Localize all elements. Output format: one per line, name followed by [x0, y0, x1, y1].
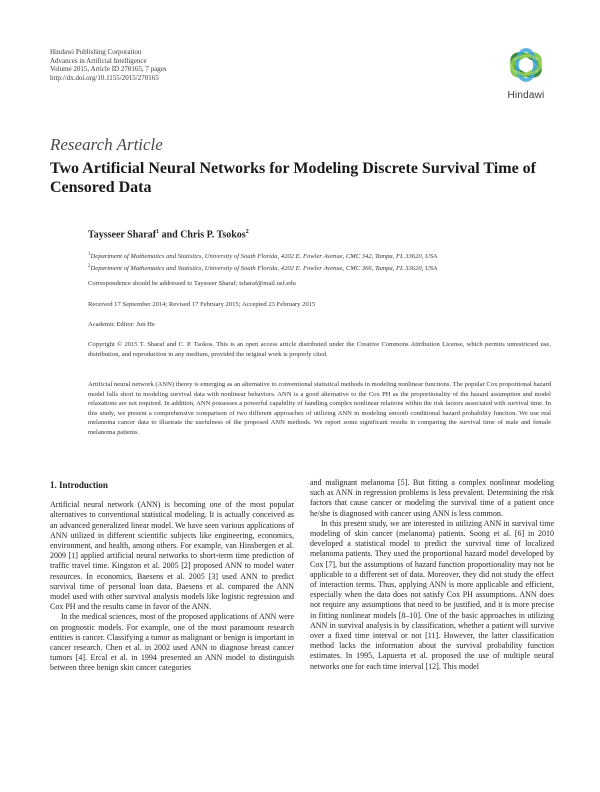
author-sup-1: 1 [156, 229, 160, 235]
header-line-doi[interactable]: http://dx.doi.org/10.1155/2015/270165 [50, 73, 159, 82]
hindawi-logo-text: Hindawi [507, 90, 545, 101]
left-column [50, 480, 294, 674]
article-type: Research Article [50, 135, 163, 154]
right-paragraph-2: In this present study, we are interested in utilizing ANN in survival time modeling of skin cancer (melanoma) patients. Soong et al. [6] in 2010 developed a statistical model to predict the survival time of localized melanoma patients. They used the proportional hazard model developed by Cox [7], but the assumptions of hazard function proportionality may not be applicable to a different set of data. Moreover, they did not study the effect of interaction terms. Thus, applying ANN is more applicable and efficient, especially when the data does not satisfy Cox PH assumptions. ANN does not require any assumptions that need to be justified, and it is more precise in fitting nonlinear models [8–10]. One of the basic approaches in utilizing ANN in survival analysis is by classification, whether a patient will survive over a fixed time interval or not [11]. However, the latter classification method lacks the information about the survival probability function estimates. In 1995, Lapuerta et al. proposed the use of multiple neural networks one for each time interval [12]. This model [310, 518, 554, 671]
affiliation-text-1: Department of Mathematics and Statistics, University of South Florida, 4202 E. Fowler Avenue, CMC 342, Tampa, FL 33620, USA [90, 253, 438, 261]
section-title-introduction: 1. Introduction [50, 480, 108, 490]
academic-editor: Academic Editor: Jun He [88, 321, 155, 328]
author-sup-2: 2 [245, 229, 249, 235]
abstract: Artificial neural network (ANN) theory is emerging as an alternative to conventional statistical methods in modeling nonlinear functions. The popular Cox proportional hazard model falls short in modeling survival data with nonlinear behaviors. ANN is a good alternative to the Cox PH as the proportionality of the hazard assumption and model relaxations are not required. In addition, ANN possesses a powerful capability of handling complex nonlinear relations within the risk factors associated with survival time. In this study, we present a comprehensive comparison of two different approaches of utilizing ANN in modeling smooth conditional hazard probability function. We use real melanoma cancer data to illustrate the usefulness of the proposed ANN methods. We report some significant results in comparing the survival time of male and female melanoma patients. [88, 381, 551, 436]
author-list [88, 229, 249, 240]
affiliation-2 [88, 262, 551, 274]
intro-paragraph-1: Artificial neural network (ANN) is becoming one of the most popular alternatives to conventional statistical modeling. It is actually conceived as an advanced generalized linear model. We have seen various applications of ANN utilized in different scientific subjects like engineering, economics, environment, and health, among others. For example, van Hinsbergen et al. 2009 [1] applied artificial neural networks to short-term time prediction of traffic travel time. Kingston et al. 2005 [2] proposed ANN to model water resources. In economics, Baesens et al. 2005 [3] used ANN to predict survival time of personal loan data. Baesens et al. compared the ANN model used with other survival analysis models like logistic regression and Cox PH and the results came in favor of the ANN. [50, 500, 294, 612]
header-line-journal: Advances in Artificial Intelligence [50, 56, 147, 65]
affiliations [88, 250, 551, 274]
author-joiner: and [161, 229, 178, 241]
affiliation-1 [88, 250, 551, 262]
hindawi-logo-icon [498, 46, 554, 84]
affiliation-text-2: Department of Mathematics and Statistics, University of South Florida, 4202 E. Fowler Avenue, CMC 366, Tampa, FL 33620, USA [90, 264, 438, 272]
journal-header [50, 48, 167, 82]
affiliation-sup-2: 2 [88, 263, 91, 269]
right-paragraph-1: and malignant melanoma [5]. But fitting a complex nonlinear modeling such as ANN in regression problems is less prevalent. Determining the risk factors that cause cancer or modeling the survival time of a patient once he/she is diagnosed with cancer using ANN is less common. [310, 478, 554, 518]
intro-paragraph-2: In the medical sciences, most of the proposed applications of ANN were on prognostic models. For example, one of the most paramount research entities is cancer. Classifying a tumor as malignant or benign is important in cancer research. Chen et al. in 2002 used ANN to diagnose breast cancer tumors [4]. Ercal et al. in 1994 presented an ANN model to distinguish between three benign skin cancer categories [50, 612, 294, 673]
affiliation-sup-1: 1 [88, 252, 91, 257]
article-title: Two Artificial Neural Networks for Modeling Discrete Survival Time of Censored Data [50, 160, 537, 196]
correspondence: Correspondence should be addressed to Taysseer Sharaf; tsharaf@mail.usf.edu [88, 280, 296, 287]
header-line-publisher: Hindawi Publishing Corporation [50, 48, 142, 56]
right-column [310, 478, 554, 672]
copyright-notice: Copyright © 2015 T. Sharaf and C. P. Tsokos. This is an open access article distributed under the Creative Commons Attribution License, which permits unrestricted use, distribution, and reproduction in any medium, provided the original work is properly cited. [88, 341, 551, 358]
article-dates: Received 17 September 2014; Revised 17 February 2015; Accepted 23 February 2015 [88, 301, 316, 308]
author-name-2: Chris P. Tsokos [180, 229, 246, 241]
hindawi-logo [498, 46, 554, 101]
header-line-volume: Volume 2015, Article ID 270165, 7 pages [50, 65, 167, 74]
author-name-1: Taysseer Sharaf [88, 229, 157, 241]
